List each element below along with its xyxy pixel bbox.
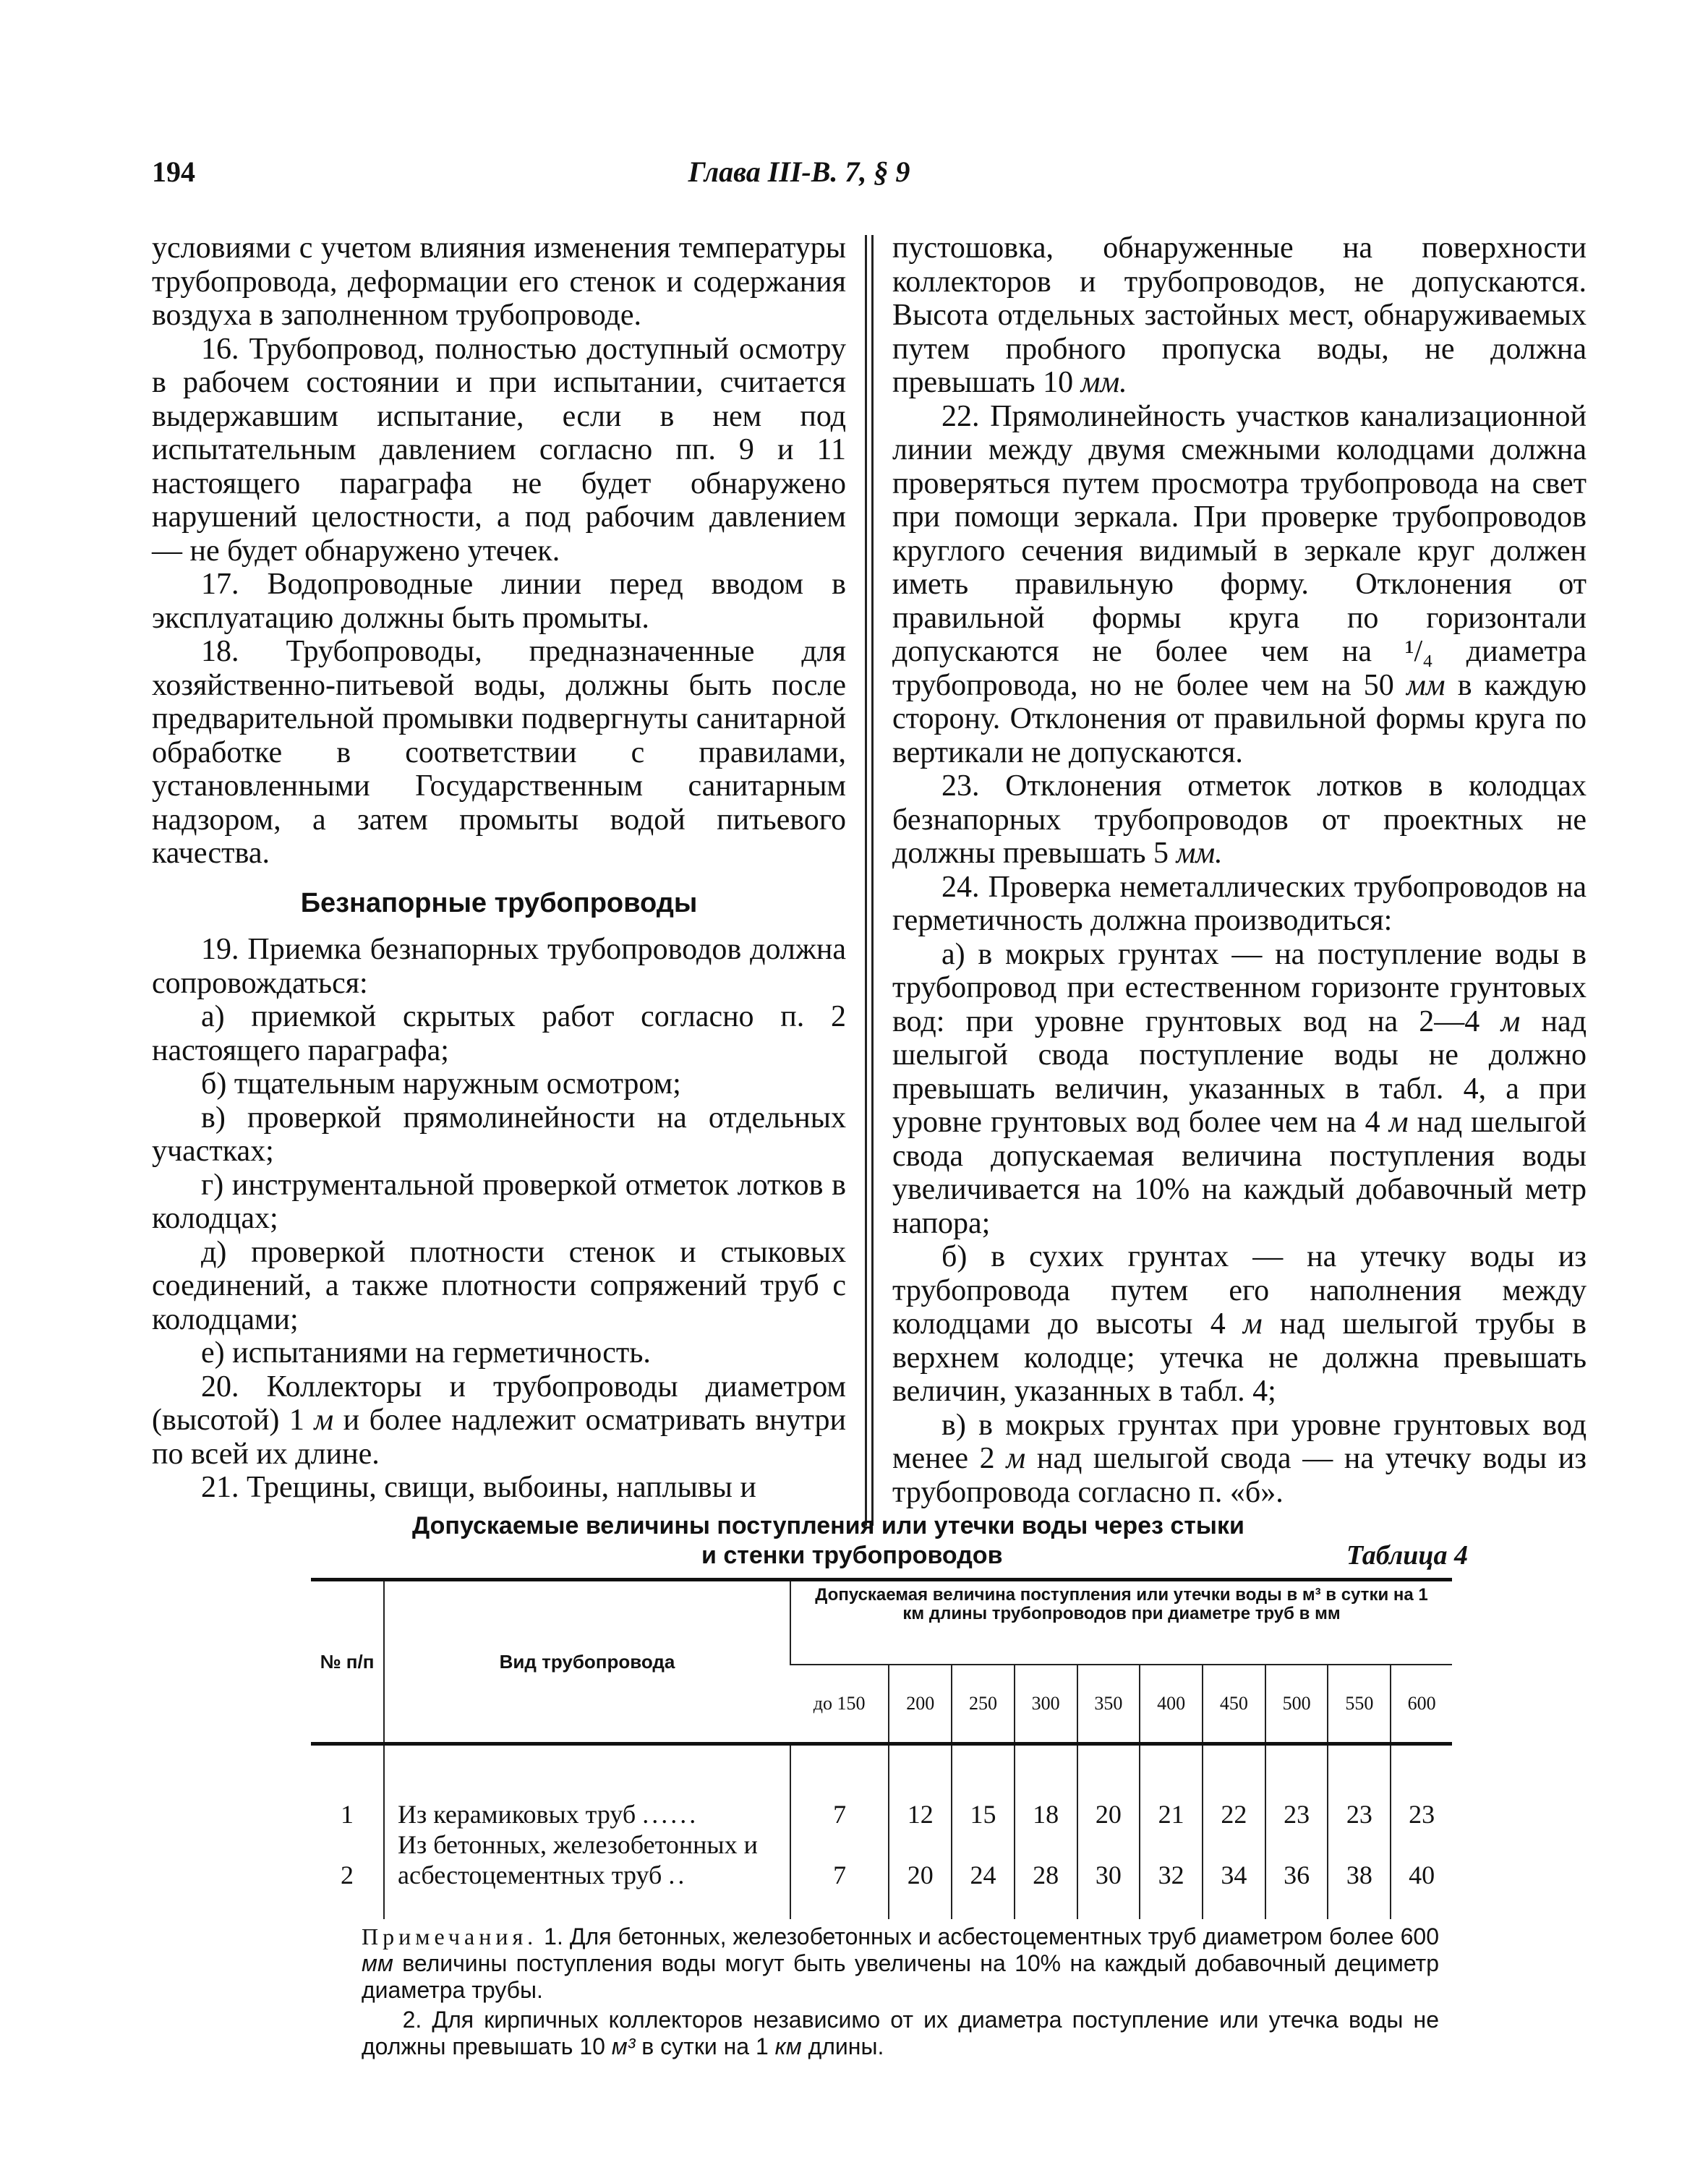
paragraph-21: 21. Трещины, свищи, выбоины, наплывы и (201, 1471, 756, 1504)
value-cell: 23 (1265, 1769, 1328, 1829)
p20-text-b: и более надлежит осматривать внутри по всей их длине. (152, 1404, 846, 1471)
paragraph-17: 17. Водопроводные линии перед вводом в эксплуатацию должны быть промыты. (152, 568, 846, 635)
sep-cell (952, 1744, 1015, 1769)
row-number: 1 (341, 1800, 354, 1829)
p20-text-a: 20. Коллекторы и трубопроводы диаметром (высотой) 1 (152, 1370, 846, 1437)
table-title (311, 1511, 1468, 1571)
paragraph-20 (152, 1370, 846, 1472)
tail-cell (1328, 1890, 1391, 1919)
p24a-text-3: над шелыгой свода допускаемая величина поступления воды увеличивается на 10% на каждый добавочный метр напора; (892, 1106, 1587, 1240)
tail-cell (1077, 1890, 1140, 1919)
table-title-line2: и стенки трубопроводов (701, 1542, 1003, 1569)
paragraph-24a (892, 938, 1587, 1241)
unit-km: км (774, 2033, 802, 2059)
p24a-text-2: над шелыгой свода поступление воды не должно превышать величин, указанных в табл. 4, а при уровне грунтовых вод более чем на 4 (892, 1004, 1587, 1139)
value-cell: 23 (1328, 1769, 1391, 1829)
table-tail (311, 1890, 1452, 1919)
tail-cell (952, 1890, 1015, 1919)
sep-cell (1015, 1744, 1077, 1769)
table-body (311, 1744, 1452, 1920)
unit-mm: мм. (1176, 837, 1223, 870)
unit-m: м (314, 1404, 334, 1437)
sep-cell (1140, 1744, 1203, 1769)
right-column (892, 231, 1587, 1509)
value-cell: 40 (1391, 1829, 1452, 1890)
unit-m: м (1242, 1307, 1263, 1341)
value-cell: 30 (1077, 1829, 1140, 1890)
sep-cell (1203, 1744, 1265, 1769)
diameter-header-cell: 450 (1203, 1665, 1265, 1744)
leader-dots: ...... (642, 1800, 699, 1829)
unit-mm: мм. (1080, 366, 1127, 399)
table-notes (362, 1923, 1439, 2060)
tail-cell (1265, 1890, 1328, 1919)
paragraph-16: 16. Трубопровод, полностью доступный осмотру в рабочем состоянии и при испытании, считается выдержавшим испытание, если в нем под испытательным давлением согласно пп. 9 и 11 настоящего параграфа не будет обнаружено нарушений целостности, а под рабочим давлением — не будет обнаружено утечек. (152, 332, 846, 568)
diameter-header-cell: 400 (1140, 1665, 1203, 1744)
value-cell: 34 (1203, 1829, 1265, 1890)
value-cell: 22 (1203, 1769, 1265, 1829)
sep-cell (311, 1744, 384, 1769)
paragraph-19e: д) проверкой плотности стенок и стыковых соединений, а также плотности сопряжений труб с колодцами; (152, 1235, 846, 1336)
data-table (311, 1578, 1452, 1919)
note-2-text-b: в сутки на 1 (635, 2033, 775, 2059)
table-row (311, 1829, 1452, 1890)
value-cell: 7 (790, 1829, 889, 1890)
table-title-line1: Допускаемые величины поступления или утечки воды через стыки (412, 1512, 1244, 1539)
leader-dots: .. (668, 1861, 688, 1889)
value-cell: 15 (952, 1769, 1015, 1829)
value-cell: 36 (1265, 1829, 1328, 1890)
note-2-text-a: 2. Для кирпичных коллекторов независимо от их диаметра поступление или утечка воды не должны превышать 10 (362, 2007, 1440, 2059)
pipe-type-label: Из бетонных, железобетонных и асбестоцементных труб (398, 1830, 758, 1889)
value-cell: 18 (1015, 1769, 1077, 1829)
p24a-text-1: а) в мокрых грунтах — на поступление воды в трубопровод при естественном горизонте грунтовых вод: при уровне грунтовых вод на 2—4 (892, 937, 1587, 1038)
row-number: 2 (341, 1861, 354, 1889)
table-separator (311, 1744, 1452, 1769)
row-pipe-type (384, 1769, 790, 1829)
diameter-header-cell: 350 (1077, 1665, 1140, 1744)
p24b-text-1: б) в сухих грунтах — на утечку воды из трубопровода путем его наполнения между колодцами до высоты 4 (892, 1240, 1587, 1341)
unit-m3: м³ (611, 2033, 636, 2059)
table-header-row (311, 1580, 1452, 1665)
p24c-text-2: над шелыгой свода — на утечку воды из трубопровода согласно п. «б». (892, 1442, 1587, 1509)
sep-cell (790, 1744, 889, 1769)
tail-cell (311, 1890, 384, 1919)
paragraph-21-continued (892, 231, 1587, 400)
value-cell: 24 (952, 1829, 1015, 1890)
left-column (152, 231, 846, 1505)
column-divider (871, 235, 874, 1526)
paragraph-24b (892, 1240, 1587, 1409)
page-number: 194 (152, 155, 195, 188)
tail-cell (1015, 1890, 1077, 1919)
diameter-header-cell: 250 (952, 1665, 1015, 1744)
value-cell: 12 (889, 1769, 952, 1829)
value-cell: 38 (1328, 1829, 1391, 1890)
unit-m: м (1388, 1106, 1409, 1139)
unit-mm: мм (362, 1950, 393, 1976)
tail-cell (1140, 1890, 1203, 1919)
chapter-title: Глава III-В. 7, § 9 (688, 155, 910, 188)
tail-cell (1391, 1890, 1452, 1919)
sep-cell (1391, 1744, 1452, 1769)
diameter-header-cell: 200 (889, 1665, 952, 1744)
p24b-text-2: над шелыгой трубы в верхнем колодце; утечка не должна превышать величин, указанных в табл. 4; (892, 1307, 1587, 1408)
value-cell: 20 (889, 1829, 952, 1890)
table-row (311, 1769, 1452, 1829)
diameter-header-cell: 500 (1265, 1665, 1328, 1744)
paragraph-19d: г) инструментальной проверкой отметок лотков в колодцах; (152, 1168, 846, 1235)
note-1-text-a: 1. Для бетонных, железобетонных и асбестоцементных труб диаметром более 600 (537, 1923, 1439, 1949)
p22-text-b: в каждую сторону. Отклонения от правильной формы круга по вертикали не допускаются. (892, 668, 1587, 769)
paragraph-19f: е) испытаниями на герметичность. (201, 1336, 651, 1370)
paragraph-24: 24. Проверка неметаллических трубопроводов на герметичность должна производиться: (892, 870, 1587, 937)
table-title-line2-wrap (311, 1541, 1468, 1571)
paragraph-19c: в) проверкой прямолинейности на отдельных участках; (152, 1101, 846, 1168)
sep-cell (1328, 1744, 1391, 1769)
value-cell: 28 (1015, 1829, 1077, 1890)
tail-cell (790, 1890, 889, 1919)
diameter-header-cell: 300 (1015, 1665, 1077, 1744)
paragraph-continued: условиями с учетом влияния изменения температуры трубопровода, деформации его стенок и содержания воздуха в заполненном трубопроводе. (152, 231, 846, 332)
p21-text: пустошовка, обнаруженные на поверхности коллекторов и трубопроводов, не допускаются. Высота отдельных застойных мест, обнаруживаемых путем пробного пропуска воды, не должна превышать 10 (892, 231, 1587, 399)
tail-cell (889, 1890, 952, 1919)
sep-cell (1265, 1744, 1328, 1769)
paragraph-23 (892, 769, 1587, 871)
notes-label: Примечания. (362, 1923, 538, 1949)
unit-mm: мм (1406, 668, 1446, 702)
page-header (152, 155, 1446, 198)
p24c-text-1: в) в мокрых грунтах при уровне грунтовых вод менее 2 (892, 1408, 1587, 1475)
note-1-text-b: величины поступления воды могут быть увеличены на 10% на каждый добавочный дециметр диаметра трубы. (362, 1950, 1439, 2003)
note-2 (362, 2007, 1439, 2060)
value-cell: 32 (1140, 1829, 1203, 1890)
paragraph-19b: б) тщательным наружным осмотром; (201, 1067, 681, 1101)
column-divider (865, 235, 867, 1526)
paragraph-24c (892, 1409, 1587, 1510)
unit-m: м (1006, 1442, 1026, 1475)
row-pipe-type (384, 1829, 790, 1890)
diameter-header-cell: 600 (1391, 1665, 1452, 1744)
note-2-text-c: длины. (801, 2033, 884, 2059)
paragraph-19: 19. Приемка безнапорных трубопроводов должна сопровождаться: (152, 933, 846, 1000)
paragraph-18: 18. Трубопроводы, предназначенные для хозяйственно-питьевой воды, должны быть после предварительной промывки подвергнуты санитарной обработке в соответствии с правилами, установленными Государственным санитарным надзором, а затем промыты водой питьевого качества. (152, 635, 846, 870)
header-number: № п/п (311, 1580, 384, 1744)
value-cell: 21 (1140, 1769, 1203, 1829)
p23-text: 23. Отклонения отметок лотков в колодцах безнапорных трубопроводов от проектных не должны превышать 5 (892, 769, 1587, 870)
tail-cell (1203, 1890, 1265, 1919)
section-heading: Безнапорные трубопроводы (300, 887, 698, 918)
paragraph-22 (892, 400, 1587, 770)
paragraph-19a: а) приемкой скрытых работ согласно п. 2 настоящего параграфа; (152, 1000, 846, 1067)
header-type: Вид трубопровода (384, 1580, 790, 1744)
value-cell: 23 (1391, 1769, 1452, 1829)
value-cell: 7 (790, 1769, 889, 1829)
unit-m: м (1500, 1004, 1521, 1038)
sep-cell (1077, 1744, 1140, 1769)
sep-cell (889, 1744, 952, 1769)
p22-text-a: 22. Прямолинейность участков канализационной линии между двумя смежными колодцами должна проверяться путем просмотра трубопровода на свет при помощи зеркала. При проверке трубопроводов круглого сечения видимый в зеркале круг должен иметь правильную форму. Отклонения от правильной формы круга по горизонтали допускаются не более чем на ¹/₄ диаметра трубопровода, но не более чем на 50 (892, 399, 1587, 702)
diameter-header-cell: 550 (1328, 1665, 1391, 1744)
pipe-type-label: Из керамиковых труб (398, 1800, 636, 1829)
table-label: Таблица 4 (1346, 1540, 1468, 1571)
header-group: Допускаемая величина поступления или утечки воды в м³ в сутки на 1 км длины трубопроводов при диаметре труб в мм (790, 1580, 1452, 1665)
value-cell: 20 (1077, 1769, 1140, 1829)
sep-cell (384, 1744, 790, 1769)
diameter-header-cell: до 150 (790, 1665, 889, 1744)
tail-cell (384, 1890, 790, 1919)
note-1 (362, 1923, 1439, 2004)
